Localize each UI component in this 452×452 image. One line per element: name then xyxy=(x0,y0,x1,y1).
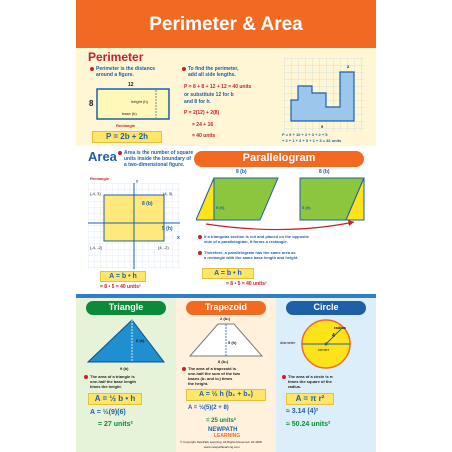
perimeter-eq-5: = 40 units xyxy=(192,133,216,139)
circle-desc-2: times the square of the xyxy=(288,379,332,384)
para-h-1: 5 (h) xyxy=(216,205,225,210)
circle-formula: A = π r² xyxy=(286,393,334,405)
area-heading: Area xyxy=(88,149,117,164)
perimeter-definition xyxy=(90,66,170,78)
circle-radius-label: radius xyxy=(334,325,347,330)
parallelogram-diagram xyxy=(196,176,368,232)
grid-label-bottom: 9 xyxy=(321,124,324,129)
copyright: © Copyright NewPath Learning. All Rights Reserved. 93-4605 xyxy=(180,440,262,444)
circle-description xyxy=(282,374,372,389)
triangle-description xyxy=(84,374,172,389)
bullet-icon xyxy=(182,67,186,71)
parallelogram-heading: Parallelogram xyxy=(194,151,364,167)
rect-side-label: 8 xyxy=(89,99,94,108)
perimeter-steps xyxy=(182,66,268,78)
perimeter-formula: P = 2b + 2h xyxy=(92,131,162,143)
triangle-eq: A = ½(9)(6) xyxy=(90,409,126,416)
logo-text-2: LEARNING xyxy=(214,433,241,439)
axis-y-label: y xyxy=(136,178,139,183)
triangle-heading: Triangle xyxy=(86,301,166,315)
trapezoid-desc-1: The area of a trapezoid is xyxy=(188,366,237,371)
axis-x-label: x xyxy=(177,235,180,241)
area-result: = 8 • 5 = 40 units² xyxy=(100,284,141,290)
grid-eq-1: P = 9 + 10 + 2 + 3 + 2 + 5 xyxy=(282,132,328,137)
trapezoid-desc-4: the height. xyxy=(188,381,209,386)
para-result: = 8 • 5 = 40 units² xyxy=(226,281,267,287)
steps-2: add all side lengths. xyxy=(188,72,236,78)
triangle-formula: A = ½ b • h xyxy=(88,393,142,405)
poster xyxy=(76,0,376,452)
page-title: Perimeter & Area xyxy=(149,14,303,35)
area-width-label: 8 (b) xyxy=(142,201,153,207)
circle-desc-1: The area of a circle is π xyxy=(288,374,333,379)
trapezoid-diagram xyxy=(188,322,264,360)
triangle-diagram xyxy=(86,318,166,366)
grid-label-top: 2 xyxy=(347,64,350,69)
trapezoid-h: 5 (h) xyxy=(228,340,237,345)
circle-diameter-label: diameter xyxy=(280,340,296,345)
perimeter-eq-1: P = 8 + 8 + 12 + 12 = 40 units xyxy=(184,84,252,90)
bullet-icon xyxy=(90,67,94,71)
corner-bottom-left: (-4, -2) xyxy=(90,245,102,250)
perimeter-rectangle xyxy=(96,88,172,122)
para-h-2: 5 (h) xyxy=(302,205,311,210)
para-note-2a: Therefore, a parallelogram has the same area as xyxy=(204,250,296,255)
corner-bottom-right: (4, -2) xyxy=(158,245,169,250)
area-height-label: 5 (h) xyxy=(162,226,173,232)
logo-text-1: NEWPATH xyxy=(208,427,238,433)
circle-center-label: center xyxy=(318,347,330,352)
perimeter-eq-2a: or substitute 12 for b xyxy=(184,92,234,98)
perimeter-def-2: around a figure. xyxy=(96,72,134,78)
triangle-height: 6 (h) xyxy=(136,338,145,343)
triangle-desc-2: one-half the base length xyxy=(90,379,137,384)
triangle-desc-3: times the height. xyxy=(90,384,122,389)
website[interactable]: www.newpathlearning.com xyxy=(204,445,240,449)
perimeter-grid xyxy=(284,58,364,132)
area-def-3: a two-dimensional figure. xyxy=(124,162,185,168)
triangle-result: = 27 units² xyxy=(98,421,133,428)
corner-top-left: (-4, 3) xyxy=(90,191,101,196)
rect-top-label: 12 xyxy=(128,82,134,88)
trapezoid-eq: A = ½(5)(2 + 8) xyxy=(188,405,229,411)
perimeter-eq-3: P = 2(12) + 2(8) xyxy=(184,110,220,116)
perimeter-def-1: Perimeter is the distance xyxy=(96,66,156,72)
circle-result: ≈ 50.24 units² xyxy=(286,421,331,428)
steps-1: To find the perimeter, xyxy=(188,66,239,72)
circle-heading: Circle xyxy=(286,301,366,315)
rect-name: Rectangle xyxy=(116,123,136,128)
para-note-1a: If a triangular section is cut and placed on the opposite xyxy=(204,234,309,239)
corner-top-right: (4, 3) xyxy=(163,191,173,196)
trapezoid-b1: 2 (b₁) xyxy=(220,316,231,321)
para-base-2: 8 (b) xyxy=(319,169,330,175)
para-note-2b: a rectangle with the same base length and height. xyxy=(204,255,299,260)
trapezoid-formula: A = ½ h (b₁ + b₂) xyxy=(186,389,266,401)
area-def-2: units inside the boundary of xyxy=(124,156,191,162)
trapezoid-desc-2: one-half the sum of the two xyxy=(188,371,240,376)
grid-eq-2: + 2 + 1 + 3 + 5 + 1 + 3 = 46 units xyxy=(282,138,342,143)
circle-desc-3: radius. xyxy=(288,384,302,389)
trapezoid-result: = 25 units² xyxy=(206,418,236,424)
para-note-2 xyxy=(198,250,368,260)
area-rect-name: Rectangle xyxy=(90,176,110,181)
triangle-base: 9 (b) xyxy=(120,366,129,371)
trapezoid-desc-3: bases (b₁ and b₂) times xyxy=(188,376,233,381)
area-def-1: Area is the number of square xyxy=(124,150,194,156)
perimeter-eq-2b: and 8 for h. xyxy=(184,99,211,105)
perimeter-eq-4: = 24 + 16 xyxy=(192,122,214,128)
trapezoid-description xyxy=(182,366,272,386)
perimeter-heading: Perimeter xyxy=(88,50,144,64)
circle-eq: ≈ 3.14 (4)² xyxy=(286,408,319,415)
para-formula: A = b • h xyxy=(202,268,254,279)
trapezoid-heading: Trapezoid xyxy=(186,301,266,315)
circle-radius-value: 4 xyxy=(332,333,335,339)
base-label: base (b) xyxy=(122,111,137,116)
para-base-1: 8 (b) xyxy=(236,169,247,175)
bullet-icon xyxy=(118,151,122,155)
trapezoid-b2: 8 (b₂) xyxy=(218,359,229,364)
area-formula: A = b • h xyxy=(100,271,146,282)
para-note-1b: side of a parallelogram, it forms a rectangle. xyxy=(204,239,288,244)
triangle-desc-1: The area of a triangle is xyxy=(90,374,135,379)
para-note-1 xyxy=(198,234,368,244)
height-label: height (h) xyxy=(131,99,148,104)
